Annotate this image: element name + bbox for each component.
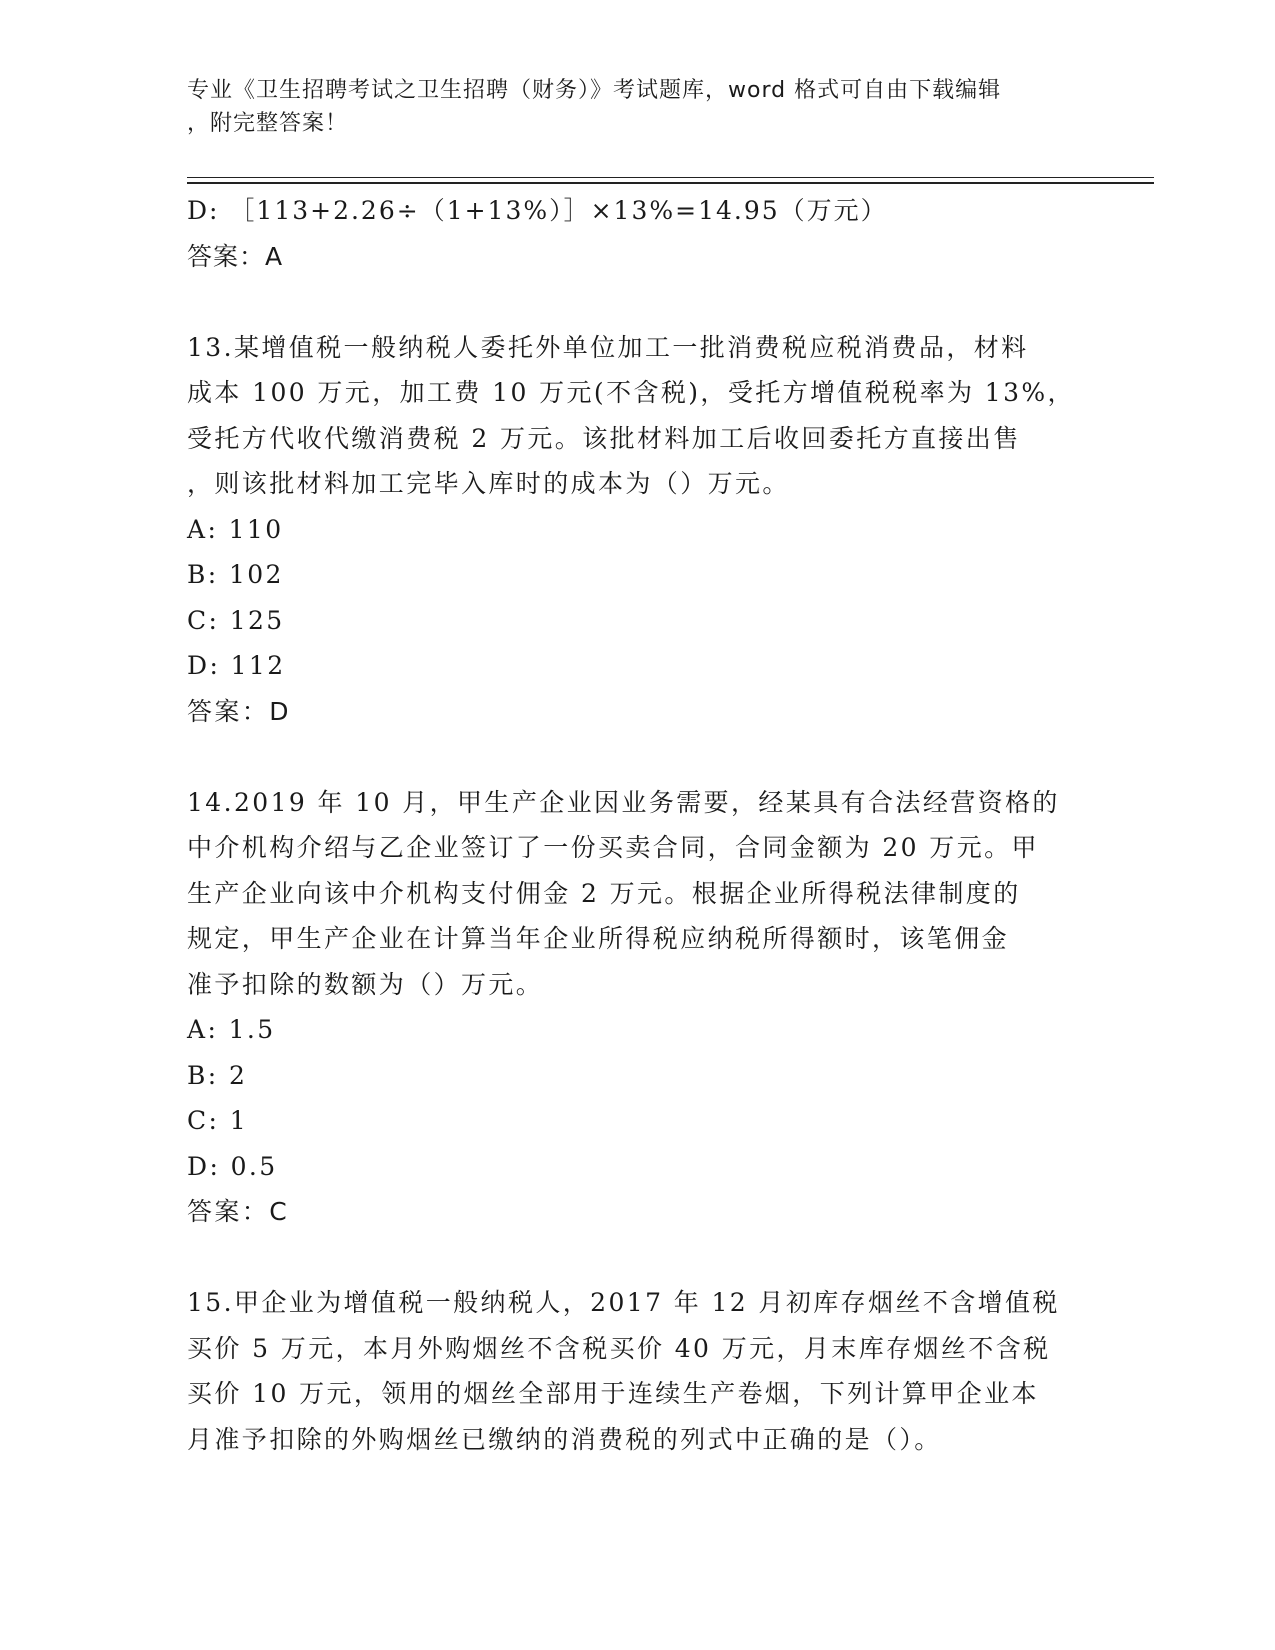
question-stem-line: 生产企业向该中介机构支付佣金 2 万元。根据企业所得税法律制度的 bbox=[187, 878, 1021, 908]
prev-question-tail bbox=[187, 188, 1087, 279]
option-c: C: 1 bbox=[187, 1106, 249, 1135]
question-stem-line: 买价 5 万元，本月外购烟丝不含税买价 40 万元，月末库存烟丝不含税 bbox=[187, 1333, 1051, 1363]
question-14 bbox=[187, 780, 1087, 1235]
document-body bbox=[187, 188, 1087, 1462]
question-stem-line: 月准予扣除的外购烟丝已缴纳的消费税的列式中正确的是（）。 bbox=[187, 1424, 942, 1454]
option-d: D: 112 bbox=[187, 651, 286, 680]
question-stem-line: 买价 10 万元，领用的烟丝全部用于连续生产卷烟，下列计算甲企业本 bbox=[187, 1379, 1039, 1408]
question-stem-line: 准予扣除的数额为（）万元。 bbox=[187, 969, 544, 999]
question-stem-line: 规定，甲生产企业在计算当年企业所得税应纳税所得额时，该笔佣金 bbox=[187, 924, 1010, 953]
option-b: B: 102 bbox=[187, 560, 284, 589]
question-stem-line: 中介机构介绍与乙企业签订了一份买卖合同，合同金额为 20 万元。甲 bbox=[187, 833, 1039, 862]
question-stem-line: ，则该批材料加工完毕入库时的成本为（）万元。 bbox=[187, 469, 790, 498]
option-d: D: 0.5 bbox=[187, 1151, 278, 1181]
option-b: B: 2 bbox=[187, 1060, 248, 1090]
spacer bbox=[187, 279, 1087, 325]
document-header bbox=[187, 74, 1087, 140]
spacer bbox=[187, 734, 1087, 780]
answer-line: 答案：C bbox=[187, 1197, 290, 1226]
question-stem-line: 14.2019 年 10 月，甲生产企业因业务需要，经某具有合法经营资格的 bbox=[187, 787, 1060, 817]
question-stem-line: 15.甲企业为增值税一般纳税人，2017 年 12 月初库存烟丝不含增值税 bbox=[187, 1288, 1060, 1317]
answer-line: 答案：D bbox=[187, 696, 291, 726]
question-stem-line: 13.某增值税一般纳税人委托外单位加工一批消费税应税消费品，材料 bbox=[187, 332, 1029, 362]
option-a: A: 1.5 bbox=[187, 1015, 276, 1044]
option-c: C: 125 bbox=[187, 605, 285, 635]
answer-line: 答案：A bbox=[187, 241, 284, 271]
option-a: A: 110 bbox=[187, 514, 284, 544]
question-15 bbox=[187, 1280, 1087, 1462]
header-line-2: ，附完整答案！ bbox=[187, 111, 349, 136]
header-divider-thin bbox=[187, 177, 1154, 178]
question-13 bbox=[187, 325, 1087, 735]
header-line-1: 专业《卫生招聘考试之卫生招聘（财务）》考试题库，word 格式可自由下载编辑 bbox=[187, 78, 1002, 103]
question-stem-line: 受托方代收代缴消费税 2 万元。该批材料加工后收回委托方直接出售 bbox=[187, 423, 1021, 453]
option-d: D: ［113+2.26÷（1+13%）］×13%=14.95（万元） bbox=[187, 196, 888, 225]
header-divider-thick bbox=[187, 182, 1154, 184]
question-stem-line: 成本 100 万元，加工费 10 万元(不含税)，受托方增值税税率为 13%， bbox=[187, 378, 1075, 407]
spacer bbox=[187, 1235, 1087, 1281]
